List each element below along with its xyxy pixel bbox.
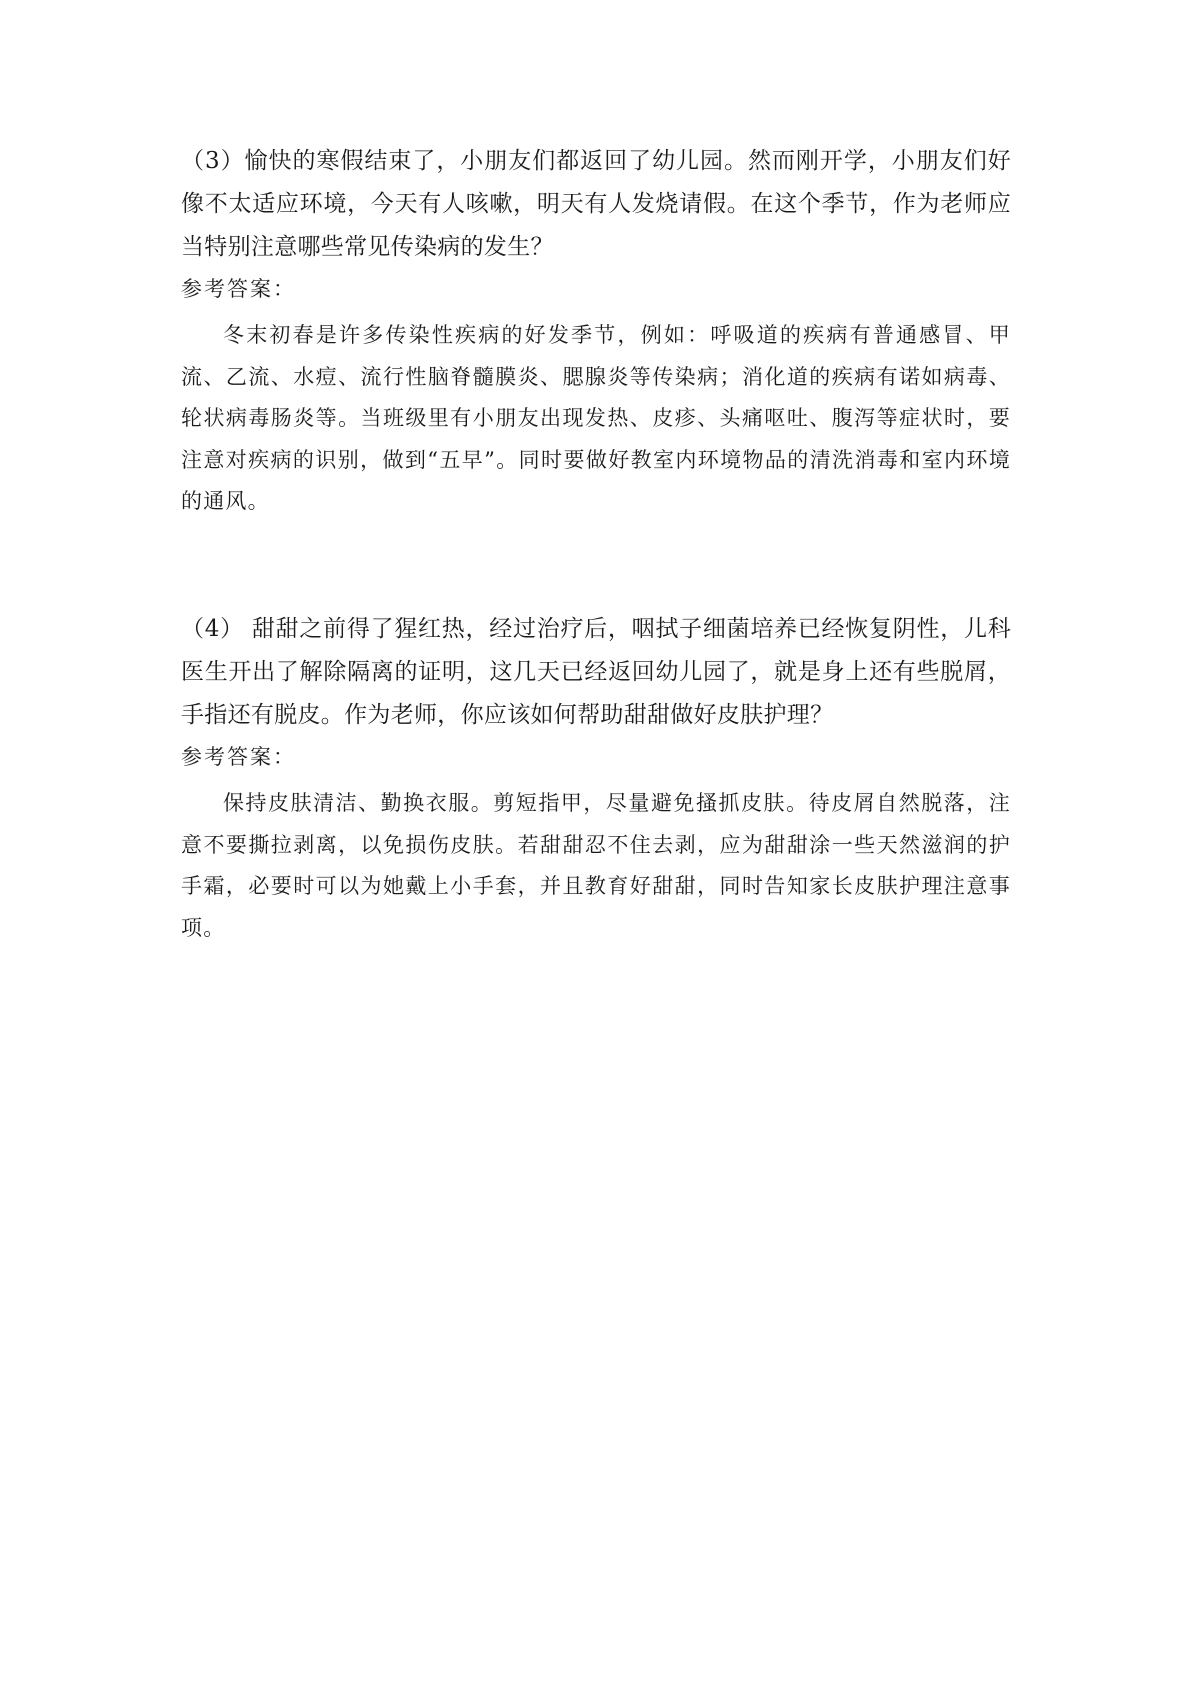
- answer-text: 冬末初春是许多传染性疾病的好发季节，例如：呼吸道的疾病有普通感冒、甲流、乙流、水痘、流行性脑脊髓膜炎、腮腺炎等传染病；消化道的疾病有诺如病毒、轮状病毒肠炎等。当班级里有小朋友出现发热、皮疹、头痛呕吐、腹泻等症状时，要注意对疾病的识别，做到“五早”。同时要做好教室内环境物品的清洗消毒和室内环境的通风。: [181, 323, 1011, 513]
- question-text: （4） 甜甜之前得了猩红热，经过治疗后，咽拭子细菌培养已经恢复阴性，儿科医生开出了解除隔离的证明，这几天已经返回幼儿园了，就是身上还有些脱屑，手指还有脱皮。作为老师，你应该如何帮助甜甜做好皮肤护理？: [181, 616, 1011, 728]
- question-block-4: [181, 608, 1011, 949]
- question-block-3: [181, 140, 1011, 523]
- answer-label: 参考答案：: [181, 277, 296, 301]
- question-text: （3）愉快的寒假结束了，小朋友们都返回了幼儿园。然而刚开学，小朋友们好像不太适应环境，今天有人咳嗽，明天有人发烧请假。在这个季节，作为老师应当特别注意哪些常见传染病的发生？: [181, 148, 1011, 260]
- answer-text: 保持皮肤清洁、勤换衣服。剪短指甲，尽量避免搔抓皮肤。待皮屑自然脱落，注意不要撕拉剥离，以免损伤皮肤。若甜甜忍不住去剥，应为甜甜涂一些天然滋润的护手霜，必要时可以为她戴上小手套，并且教育好甜甜，同时告知家长皮肤护理注意事项。: [181, 791, 1011, 940]
- answer-label: 参考答案：: [181, 745, 296, 769]
